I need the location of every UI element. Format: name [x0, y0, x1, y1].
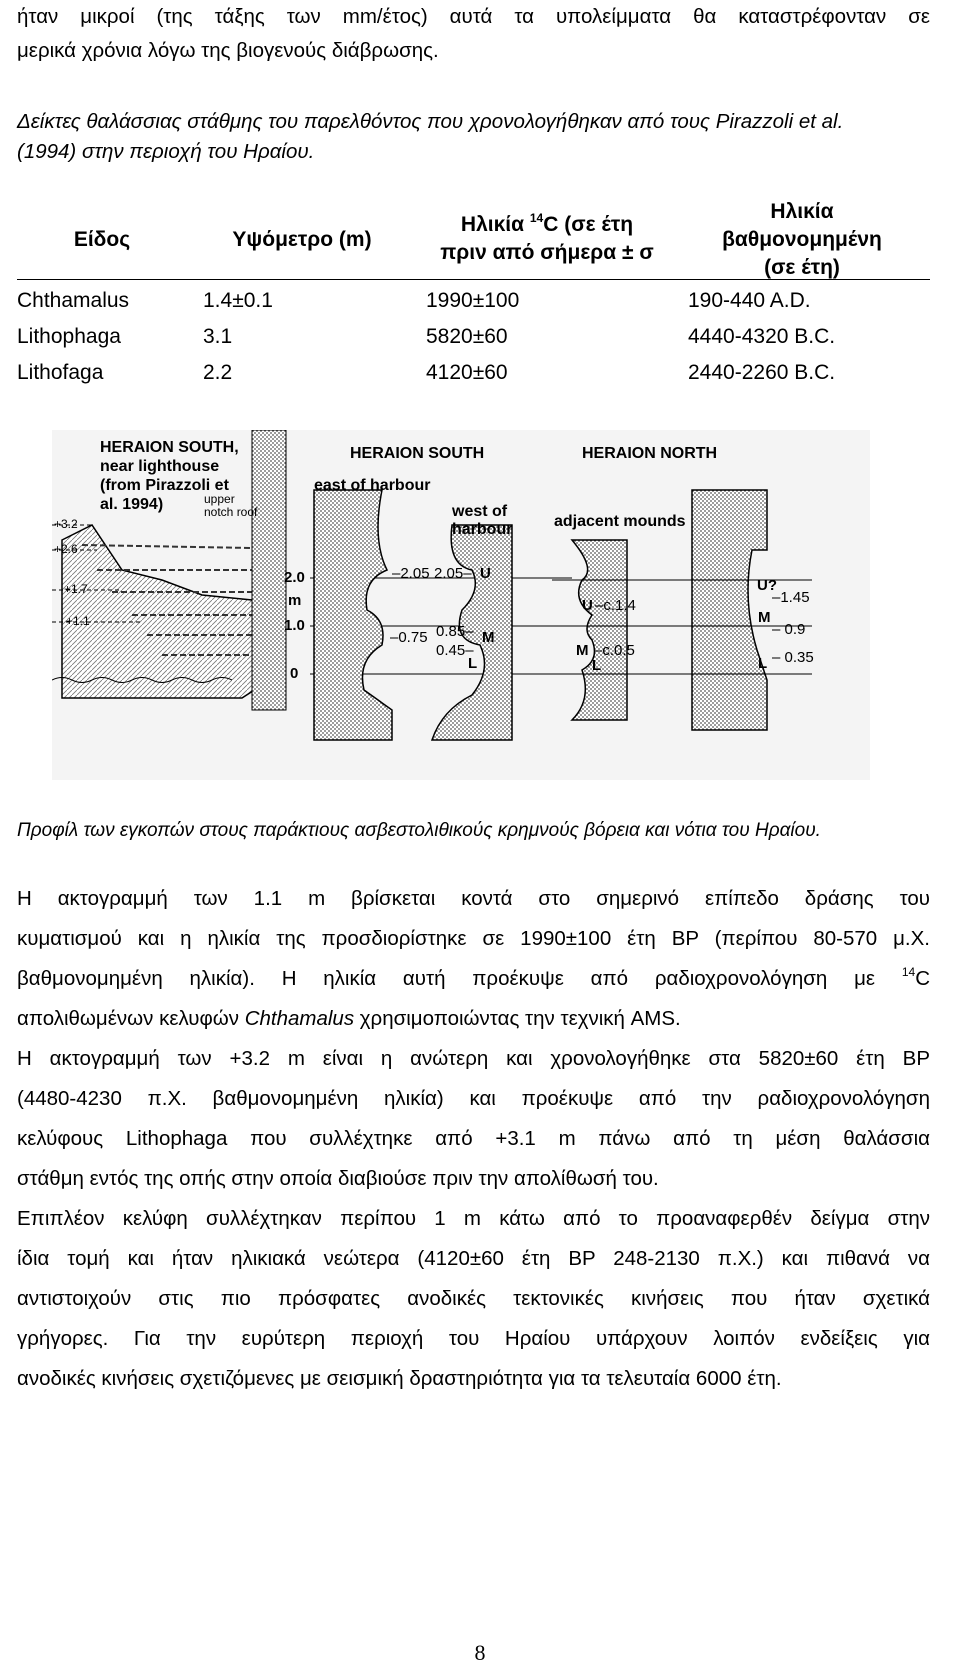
body-line: βαθμονομημένη ηλικία). Η ηλικία αυτή προέκυψε από ραδιοχρονολόγηση με $^{14}$C: [17, 965, 930, 990]
level-075: –0.75: [390, 629, 428, 646]
intro-line-1: ήταν μικροί (της τάξης των mm/έτος) αυτά τα υπολείμματα θα καταστρέφονταν σε: [17, 5, 930, 28]
cell-species: Chthamalus: [17, 289, 130, 312]
upper-notch-label-2: notch roof: [204, 505, 258, 519]
cell-age: 4120±60: [426, 361, 508, 384]
header-altitude: Υψόμετρο (m): [232, 228, 372, 251]
cell-age: 5820±60: [426, 325, 508, 348]
north2-marker-U: U?: [757, 577, 777, 594]
cell-age: 1990±100: [426, 289, 520, 312]
level-label: +1.1: [66, 614, 90, 628]
scale-unit: m: [288, 592, 302, 609]
level-label: +3.2: [54, 517, 78, 531]
east-harbour-label: east of harbour: [314, 477, 431, 494]
level-label: +2.6: [54, 542, 78, 556]
table-row: [17, 318, 930, 356]
notch-profiles-figure: [52, 430, 870, 780]
scale-1: 1.0: [284, 617, 305, 634]
body-line: στάθμη εντός της οπής στην οποία διαβιούσε πριν την απολίθωσή του.: [17, 1167, 659, 1190]
cell-calibrated: 2440-2260 B.C.: [688, 361, 836, 384]
body-line: ίδια τομή και ήταν ηλικιακά νεώτερα (4120±60 έτη BP 248-2130 π.Χ.) και πιθανά να: [17, 1247, 930, 1270]
panel-title-3: (from Pirazzoli et: [100, 477, 229, 494]
body-line: αντιστοιχούν στις πιο πρόσφατες ανοδικές τεκτονικές κινήσεις που ήταν σχετικά: [17, 1287, 930, 1310]
level-205-a: –2.05: [392, 565, 430, 582]
body-line: ανοδικές κινήσεις σχετιζόμενες με σεισμική δραστηριότητα για τα τελευταία 6000 έτη.: [17, 1367, 782, 1390]
intro-line-2: μερικά χρόνια λόγω της βιογενούς διάβρωσης.: [17, 39, 439, 62]
north1-level-05: –c.0.5: [594, 642, 635, 659]
body-line: Επιπλέον κελύφη συλλέχτηκαν περίπου 1 m κάτω από το προαναφερθέν δείγμα στην: [17, 1207, 930, 1230]
body-line: γρήγορες. Για την ευρύτερη περιοχή του Ηραίου υπάρχουν λοιπόν ενδείξεις για: [17, 1327, 930, 1350]
page-number: 8: [474, 1640, 486, 1665]
level-085: 0.85–: [436, 623, 474, 640]
north2-marker-L: L: [758, 655, 768, 672]
panel-title-4: al. 1994): [100, 496, 164, 513]
body-line: Η ακτογραμμή των +3.2 m είναι η ανώτερη και χρονολογήθηκε στα 5820±60 έτη BP: [17, 1047, 930, 1070]
cell-species: Lithofaga: [17, 361, 104, 384]
left-rock-column: [252, 430, 286, 710]
north2-level-035: – 0.35: [772, 649, 814, 666]
north1-marker-L: L: [592, 657, 602, 674]
header-species: Είδος: [73, 228, 131, 251]
table-title-line-2: (1994) στην περιοχή του Ηραίου.: [17, 140, 315, 163]
cell-calibrated: 190-440 A.D.: [688, 289, 811, 312]
table-rule: [17, 279, 930, 280]
figure-caption: Προφίλ των εγκοπών στους παράκτιους ασβεστολιθικούς κρημνούς βόρεια και νότια του Ηραίου.: [17, 820, 821, 841]
south-title: HERAION SOUTH: [350, 445, 485, 462]
header-calibrated: Ηλικία βαθμονομημένη (σε έτη): [722, 200, 882, 279]
body-line: (4480-4230 π.Χ. βαθμονομημένη ηλικία) και προέκυψε από την ραδιοχρονολόγηση: [17, 1087, 930, 1110]
north-title: HERAION NORTH: [582, 445, 718, 462]
cell-calibrated: 4440-4320 B.C.: [688, 325, 836, 348]
cell-altitude: 1.4±0.1: [203, 289, 273, 312]
adjacent-mounds-label: adjacent mounds: [554, 513, 686, 530]
panel-title-1: HERAION SOUTH,: [100, 439, 239, 456]
panel-title-2: near lighthouse: [100, 458, 220, 475]
cell-altitude: 3.1: [203, 325, 233, 348]
marker-U: U: [480, 565, 491, 582]
west-harbour-label-2: harbour: [452, 521, 513, 538]
cell-altitude: 2.2: [203, 361, 233, 384]
table-row: [17, 354, 930, 392]
body-line: κελύφους Lithophaga που συλλέχτηκε από +3.1 m πάνω από τη μέση θαλάσσια: [17, 1127, 930, 1150]
header-age: Ηλικία $^{14}$C (σε έτη πριν από σήμερα ± σ: [440, 211, 654, 264]
upper-notch-label-1: upper: [204, 492, 235, 506]
scale-0: 0: [290, 665, 299, 682]
level-205-b: 2.05–: [434, 565, 472, 582]
north1-marker-U: U: [582, 597, 593, 614]
body-line: απολιθωμένων κελυφών Chthamalus χρησιμοποιώντας την τεχνική AMS.: [17, 1007, 681, 1030]
body-line: Η ακτογραμμή των 1.1 m βρίσκεται κοντά στο σημερινό επίπεδο δράσης του: [17, 887, 930, 910]
cell-species: Lithophaga: [17, 325, 121, 348]
west-harbour-label-1: west of: [452, 503, 508, 520]
marker-L: L: [468, 655, 478, 672]
north2-level-09: – 0.9: [772, 621, 806, 638]
scale-2: 2.0: [284, 569, 305, 586]
table-row: [17, 282, 930, 320]
body-line: κυματισμού και η ηλικία της προσδιορίστηκε σε 1990±100 έτη BP (περίπου 80-570 μ.Χ.: [17, 927, 930, 950]
north1-level-14: –c.1.4: [595, 597, 636, 614]
table-title-line-1: Δείκτες θαλάσσιας στάθμης του παρελθόντος που χρονολογήθηκαν από τους Pirazzoli et al.: [17, 110, 844, 133]
north2-marker-M: M: [758, 609, 771, 626]
marker-M: M: [482, 629, 495, 646]
north2-level-145: –1.45: [772, 589, 810, 606]
level-045: 0.45–: [436, 642, 474, 659]
north1-marker-M: M: [576, 642, 589, 659]
level-label: +1.7: [64, 582, 88, 596]
